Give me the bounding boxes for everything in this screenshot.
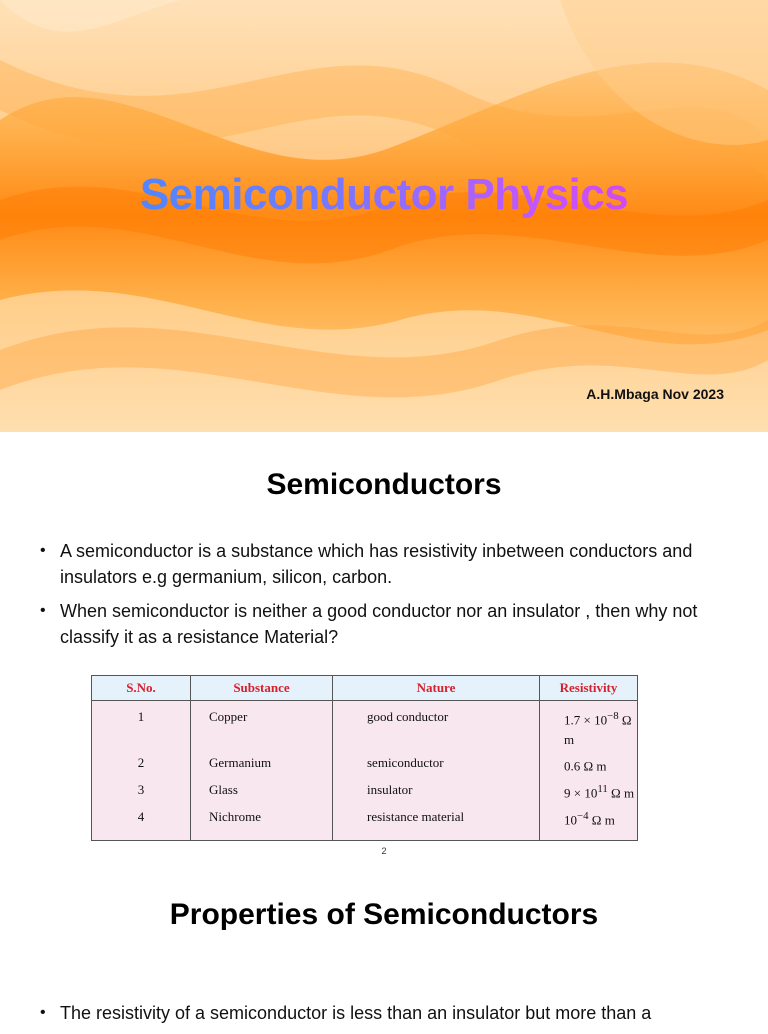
cell-substance: Copper bbox=[191, 701, 333, 752]
title-slide bbox=[0, 0, 768, 432]
slide-heading: Semiconductors bbox=[266, 468, 502, 501]
cell-sno: 2 bbox=[92, 751, 191, 778]
res-unit: Ω m bbox=[607, 785, 635, 801]
bullet-item: • A semiconductor is a substance which has resistivity inbetween conductors and insulators e.g germanium, silicon, carbon. bbox=[38, 538, 738, 590]
author-date: A.H.Mbaga Nov 2023 bbox=[586, 386, 724, 402]
table-row bbox=[92, 751, 638, 778]
res-exponent: 11 bbox=[597, 783, 608, 796]
cell-resistivity bbox=[540, 701, 638, 752]
table-row bbox=[92, 805, 638, 840]
presentation-title: Semiconductor Physics bbox=[0, 170, 768, 220]
cell-resistivity bbox=[540, 751, 638, 778]
res-base: 1.7 × 10 bbox=[564, 712, 608, 728]
cell-sno: 1 bbox=[92, 701, 191, 752]
res-exponent: −8 bbox=[607, 710, 619, 722]
res-unit: Ω m bbox=[564, 712, 632, 747]
cell-substance: Nichrome bbox=[191, 805, 333, 840]
resistivity-table bbox=[91, 675, 638, 841]
cell-nature: good conductor bbox=[333, 701, 540, 752]
header-sno: S.No. bbox=[92, 676, 191, 701]
cell-nature: semiconductor bbox=[333, 751, 540, 778]
res-base: 9 × 10 bbox=[564, 785, 598, 801]
res-base: 10 bbox=[564, 812, 577, 828]
cell-nature: insulator bbox=[333, 778, 540, 805]
bullet-item: • The resistivity of a semiconductor is less than an insulator but more than a bbox=[38, 1000, 738, 1026]
page-number: 2 bbox=[381, 846, 387, 856]
res-unit: Ω m bbox=[588, 812, 615, 828]
table-header-row bbox=[92, 676, 638, 701]
properties-slide bbox=[0, 872, 768, 1024]
cell-sno: 4 bbox=[92, 805, 191, 840]
bullet-list bbox=[38, 538, 738, 658]
res-exponent: −4 bbox=[577, 809, 589, 822]
slide-heading: Properties of Semiconductors bbox=[169, 898, 599, 931]
cell-sno: 3 bbox=[92, 778, 191, 805]
semiconductors-slide bbox=[0, 432, 768, 872]
cell-nature: resistance material bbox=[333, 805, 540, 840]
cell-substance: Glass bbox=[191, 778, 333, 805]
res-base: 0.6 Ω m bbox=[564, 758, 607, 774]
bullet-item: • When semiconductor is neither a good conductor nor an insulator , then why not classify it as a resistance Material? bbox=[38, 598, 738, 650]
cell-resistivity bbox=[540, 778, 638, 805]
cell-resistivity bbox=[540, 805, 638, 840]
table-row bbox=[92, 778, 638, 805]
bullet-list bbox=[38, 1000, 738, 1034]
header-resistivity: Resistivity bbox=[540, 676, 638, 701]
table-row bbox=[92, 701, 638, 752]
cell-substance: Germanium bbox=[191, 751, 333, 778]
header-nature: Nature bbox=[333, 676, 540, 701]
header-substance: Substance bbox=[191, 676, 333, 701]
